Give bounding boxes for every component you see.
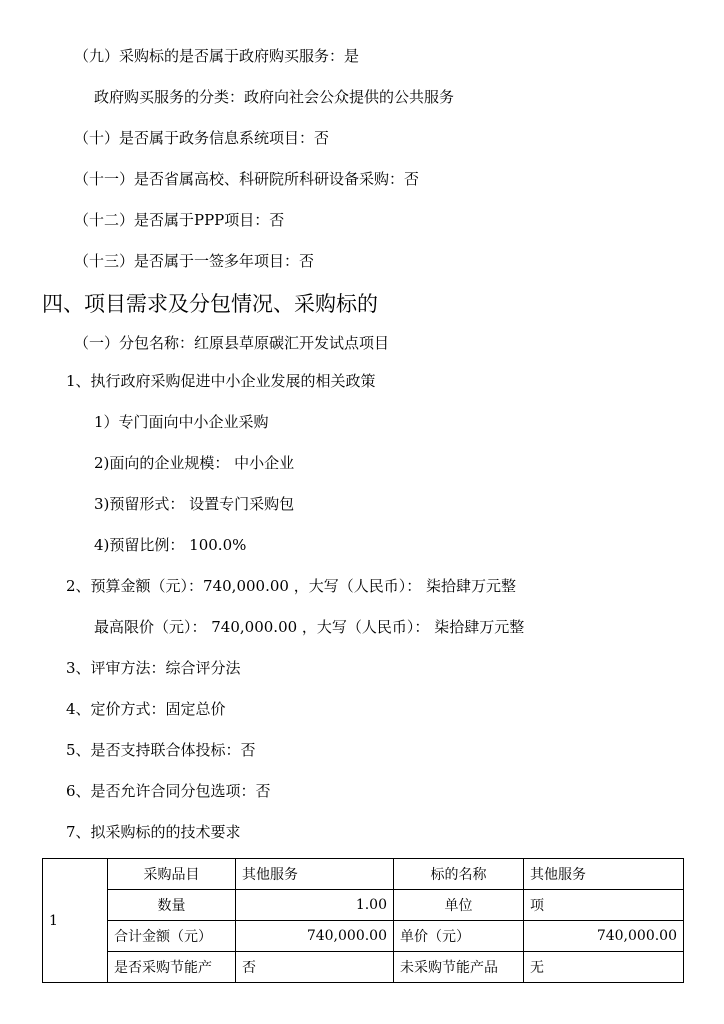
table-row — [43, 890, 684, 921]
table-cell: 采购品目 — [108, 859, 236, 890]
item-9-detail: 政府购买服务的分类：政府向社会公众提供的公共服务 — [94, 88, 455, 106]
table-cell: 标的名称 — [394, 859, 524, 890]
table-cell: 是否采购节能产 — [108, 952, 236, 983]
review-method: 3、评审方法：综合评分法 — [66, 659, 241, 677]
table-cell: 合计金额（元） — [108, 921, 236, 952]
row-index: 1 — [43, 859, 108, 983]
policy-item-3: 3)预留形式： 设置专门采购包 — [94, 495, 295, 513]
pricing-method: 4、定价方式：固定总价 — [66, 700, 226, 718]
table-cell: 无 — [524, 952, 684, 983]
table-row — [43, 859, 684, 890]
item-11: （十一）是否省属高校、科研院所科研设备采购：否 — [74, 170, 420, 188]
table-cell: 否 — [236, 952, 394, 983]
table-cell: 单价（元） — [394, 921, 524, 952]
section-heading: 四、项目需求及分包情况、采购标的 — [42, 292, 378, 316]
item-13: （十三）是否属于一签多年项目：否 — [74, 252, 315, 270]
table-row — [43, 921, 684, 952]
policy-title: 1、执行政府采购促进中小企业发展的相关政策 — [66, 372, 376, 390]
table-cell: 740,000.00 — [236, 921, 394, 952]
tech-requirements-title: 7、拟采购标的的技术要求 — [66, 823, 241, 841]
table-cell: 单位 — [394, 890, 524, 921]
table-cell: 其他服务 — [524, 859, 684, 890]
subcontract-option: 6、是否允许合同分包选项：否 — [66, 782, 271, 800]
policy-item-1: 1）专门面向中小企业采购 — [94, 413, 269, 431]
budget-amount: 2、预算金额（元）：740,000.00 ，大写（人民币）： 柒拾肆万元整 — [66, 577, 516, 595]
table-cell: 1.00 — [236, 890, 394, 921]
table-cell: 项 — [524, 890, 684, 921]
max-price: 最高限价（元）： 740,000.00 ，大写（人民币）： 柒拾肆万元整 — [94, 618, 525, 636]
table-cell: 未采购节能产品 — [394, 952, 524, 983]
policy-item-2: 2)面向的企业规模： 中小企业 — [94, 454, 295, 472]
item-9: （九）采购标的是否属于政府购买服务：是 — [74, 47, 360, 65]
policy-item-4: 4)预留比例： 100.0% — [94, 536, 247, 554]
procurement-table — [42, 858, 684, 983]
item-12: （十二）是否属于PPP项目：否 — [74, 211, 285, 229]
table-cell: 740,000.00 — [524, 921, 684, 952]
consortium-option: 5、是否支持联合体投标：否 — [66, 741, 256, 759]
table-cell: 数量 — [108, 890, 236, 921]
table-row — [43, 952, 684, 983]
package-name: （一）分包名称：红原县草原碳汇开发试点项目 — [74, 334, 390, 352]
table-cell: 其他服务 — [236, 859, 394, 890]
item-10: （十）是否属于政务信息系统项目：否 — [74, 129, 330, 147]
